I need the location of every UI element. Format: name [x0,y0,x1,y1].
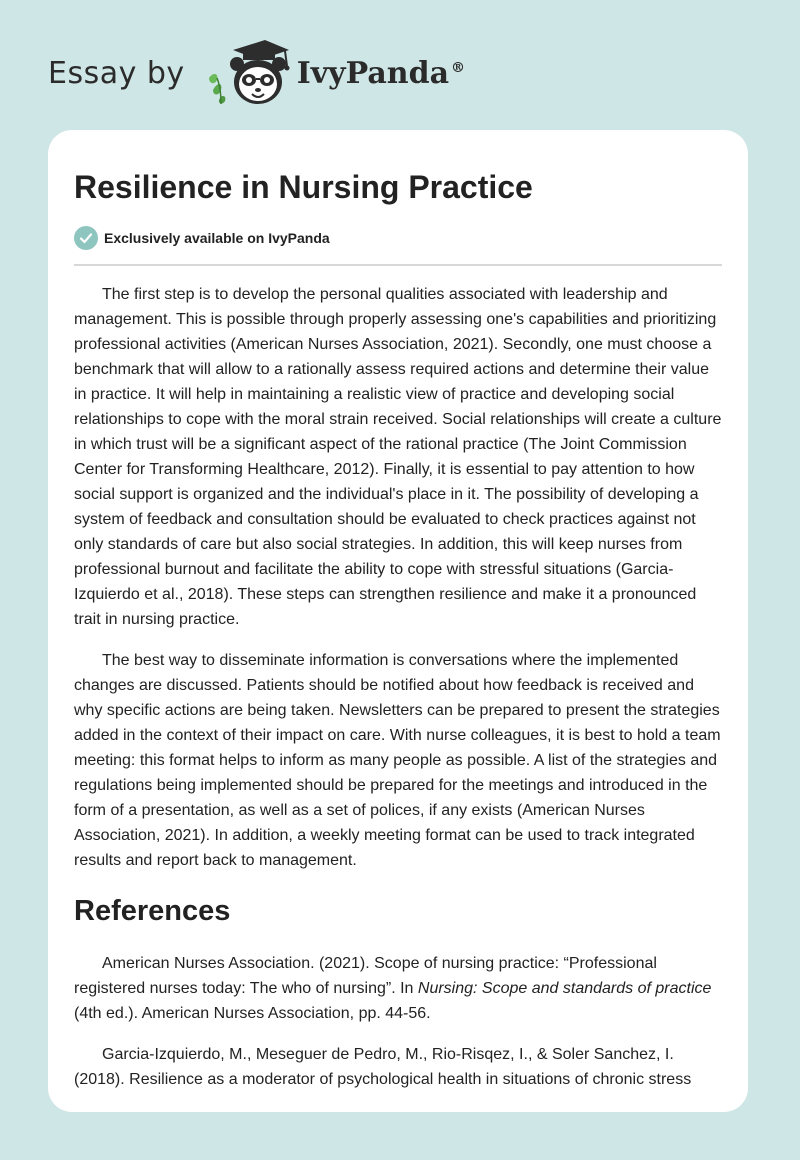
references-heading: References [74,895,231,928]
reference-item: Garcia-Izquierdo, M., Meseguer de Pedro, M., Rio-Risqez, I., & Soler Sanchez, I. (2018). Resilience as a moderator of psychological health in situations of chronic stress [74,1046,692,1089]
references-list [74,951,722,1092]
brand-name: IvyPanda ® [296,55,466,91]
reference-item: American Nurses Association. (2021). Scope of nursing practice: “Professional registered nurses today: The who of nursing”. In Nursing: Scope and standards of practice (4th ed.). American Nurses Association, pp. 44-56. [74,955,712,1023]
page-title: Resilience in Nursing Practice [74,169,533,205]
registered-mark: ® [451,59,466,76]
checkmark-icon [74,226,98,250]
body-paragraph: The first step is to develop the personal qualities associated with leadership and management. This is possible through properly assessing one's capabilities and prioritizing professional activities (American Nurses Association, 2021). Secondly, one must choose a benchmark that will allow to a rationally assess required actions and determine their value in practice. It will help in maintaining a realistic view of practice and developing social relationships to cope with the moral strain received. Social relationships will create a culture in which trust will be a significant aspect of the rational practice (The Joint Commission Center for Transforming Healthcare, 2012). Finally, it is essential to pay attention to how social support is organized and the individual's place in it. The possibility of developing a system of feedback and consultation should be evaluated to check practices against not only standards of care but also social strategies. In addition, this will keep nurses from professional burnout and facilitate the ability to cope with stressful situations (Garcia-Izquierdo et al., 2018). These steps can strengthen resilience and make it a pronounced trait in nursing practice. [74,286,722,629]
panda-graduate-icon [203,38,293,108]
exclusive-notice [74,226,722,266]
essay-card [48,130,748,1112]
body-paragraph: The best way to disseminate information is conversations where the implemented changes are discussed. Patients should be notified about how feedback is received and why specific actions are being taken. Newsletters can be prepared to present the strategies added in the context of their impact on care. With nurse colleagues, it is best to hold a team meeting: this format helps to inform as many people as possible. A list of the strategies and regulations being implemented should be prepared for the meetings and introduced in the form of a presentation, as well as a set of polices, if any exists (American Nurses Association, 2021). In addition, a weekly meeting format can be used to track integrated results and report back to management. [74,652,721,870]
essay-body [74,282,722,873]
brand-prefix: Essay by [48,55,185,91]
brand-header [48,38,465,108]
exclusive-label: Exclusively available on IvyPanda [104,230,330,247]
